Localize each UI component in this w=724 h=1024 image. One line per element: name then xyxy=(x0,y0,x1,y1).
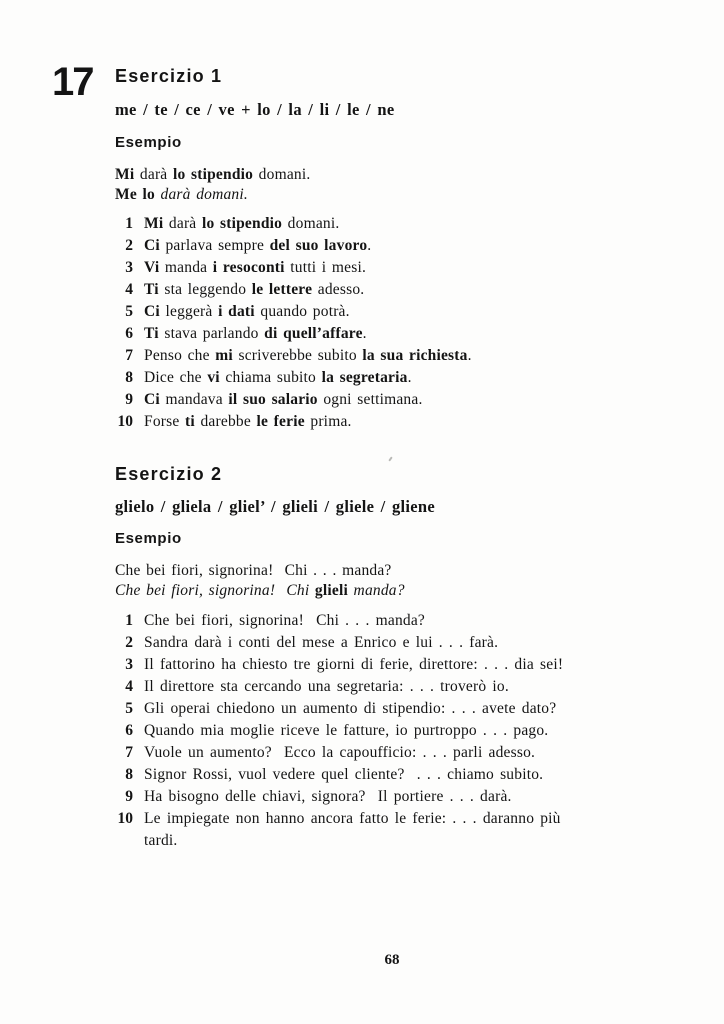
text-segment: Che bei fiori, signorina! Chi . . . manda? xyxy=(115,562,392,579)
example-line xyxy=(115,165,675,185)
text-segment: parlava sempre xyxy=(159,237,270,254)
exercise-item xyxy=(115,367,675,389)
item-text xyxy=(144,786,512,808)
exercise-item xyxy=(115,389,675,411)
text-segment: Che bei fiori, signorina! Chi . . . manda? xyxy=(144,612,426,629)
text-segment: i dati xyxy=(218,303,255,320)
text-segment: sta leggendo xyxy=(158,281,252,298)
text-segment: scriverebbe subito xyxy=(232,347,363,364)
text-segment: ogni settimana. xyxy=(317,391,423,408)
item-number: 3 xyxy=(125,259,133,276)
text-segment: Ci xyxy=(144,237,160,254)
text-segment: Quando mia moglie riceve le fatture, io purtroppo . . . pago. xyxy=(144,722,549,739)
text-segment: . xyxy=(362,325,367,342)
exercise-item xyxy=(115,698,675,720)
text-segment: Signor Rossi, vuol vedere quel cliente? . . . chiamo subito. xyxy=(144,766,544,783)
text-segment: Il fattorino ha chiesto tre giorni di ferie, direttore: . . . dia sei! xyxy=(144,656,564,673)
item-number: 4 xyxy=(125,678,133,695)
item-number: 9 xyxy=(125,391,133,408)
exercise-2-example-block xyxy=(115,561,675,601)
text-segment: darà xyxy=(163,215,202,232)
exercise-item xyxy=(115,764,675,786)
item-text xyxy=(144,742,535,764)
text-segment: leggerà xyxy=(159,303,219,320)
text-segment: chiama subito xyxy=(219,369,322,386)
page-content-column xyxy=(115,0,675,852)
item-number: 7 xyxy=(125,347,133,364)
text-segment: Ti xyxy=(144,281,159,298)
text-segment: Il direttore sta cercando una segretaria: . . . troverò io. xyxy=(144,678,509,695)
item-number: 1 xyxy=(125,612,133,629)
item-text xyxy=(144,235,371,257)
exercise-item xyxy=(115,257,675,279)
item-number: 10 xyxy=(117,810,133,827)
item-text xyxy=(144,720,548,742)
text-segment: la segretaria xyxy=(321,369,408,386)
item-text xyxy=(144,257,366,279)
item-number: 6 xyxy=(125,722,133,739)
item-text xyxy=(144,610,425,632)
item-text xyxy=(144,389,423,411)
item-number: 1 xyxy=(125,215,133,232)
text-segment: prima. xyxy=(304,413,352,430)
item-number: 2 xyxy=(125,237,133,254)
text-segment: il suo salario xyxy=(228,391,318,408)
text-segment: . xyxy=(367,237,372,254)
text-segment: glieli xyxy=(314,582,348,599)
text-segment: Vi xyxy=(144,259,160,276)
exercise-section-1 xyxy=(115,66,675,433)
exercise-2-title: Esercizio 2 xyxy=(115,464,223,484)
text-segment: Penso che xyxy=(144,347,216,364)
text-segment: le lettere xyxy=(251,281,313,298)
text-segment: del suo lavoro xyxy=(269,237,368,254)
item-text xyxy=(144,698,556,720)
exercise-2-pronoun-line: glielo / gliela / gliel’ / glieli / gliele / gliene xyxy=(115,497,436,516)
exercise-2-example-label: Esempio xyxy=(115,530,182,547)
exercise-item xyxy=(115,720,675,742)
item-text xyxy=(144,654,563,676)
text-segment: . xyxy=(467,347,472,364)
item-text xyxy=(144,213,339,235)
text-segment: Ha bisogno delle chiavi, signora? Il portiere . . . darà. xyxy=(144,788,512,805)
item-number: 8 xyxy=(125,766,133,783)
lesson-number: 17 xyxy=(52,60,93,104)
text-segment: darà domani. xyxy=(160,186,248,203)
text-segment: Gli operai chiedono un aumento di stipendio: . . . avete dato? xyxy=(144,700,557,717)
exercise-item xyxy=(115,279,675,301)
item-text xyxy=(144,345,472,367)
text-segment: i resoconti xyxy=(212,259,285,276)
text-segment: tutti i mesi. xyxy=(284,259,367,276)
item-text xyxy=(144,279,364,301)
text-segment: lo stipendio xyxy=(172,166,254,183)
item-text xyxy=(144,301,350,323)
text-segment: quando potrà. xyxy=(254,303,350,320)
text-segment: adesso. xyxy=(312,281,365,298)
item-text xyxy=(144,808,561,852)
exercise-item xyxy=(115,213,675,235)
text-segment: mi xyxy=(215,347,233,364)
exercise-1-pronoun-line: me / te / ce / ve + lo / la / li / le / ne xyxy=(115,100,395,119)
item-number: 8 xyxy=(125,369,133,386)
exercise-1-example-block xyxy=(115,165,675,205)
text-segment: Ti xyxy=(144,325,159,342)
text-segment: Che bei fiori, signorina! Chi xyxy=(115,582,315,599)
page-number: 68 xyxy=(384,952,400,968)
text-segment: Sandra darà i conti del mese a Enrico e lui . . . farà. xyxy=(144,634,499,651)
exercise-item xyxy=(115,632,675,654)
text-segment: le ferie xyxy=(256,413,305,430)
item-text xyxy=(144,323,367,345)
text-segment: Ci xyxy=(144,303,160,320)
item-number: 9 xyxy=(125,788,133,805)
text-segment: Le impiegate non hanno ancora fatto le ferie: . . . daranno più xyxy=(144,810,561,827)
text-segment: Me lo xyxy=(115,186,155,203)
text-segment: tardi. xyxy=(144,832,178,849)
item-number: 10 xyxy=(117,413,133,430)
example-line xyxy=(115,561,675,581)
exercise-item xyxy=(115,654,675,676)
text-segment: Mi xyxy=(144,215,164,232)
exercise-item xyxy=(115,323,675,345)
text-segment: domani. xyxy=(253,166,311,183)
exercise-item xyxy=(115,808,675,852)
exercise-item xyxy=(115,610,675,632)
text-segment: Ci xyxy=(144,391,160,408)
item-number: 4 xyxy=(125,281,133,298)
item-number: 7 xyxy=(125,744,133,761)
example-line xyxy=(115,185,675,205)
example-line xyxy=(115,581,675,601)
text-segment: Vuole un aumento? Ecco la capoufficio: . . . parli adesso. xyxy=(144,744,536,761)
text-segment: Mi xyxy=(115,166,135,183)
exercise-2-items xyxy=(115,610,675,852)
text-segment: domani. xyxy=(282,215,340,232)
text-segment: Forse xyxy=(144,413,186,430)
text-segment: darà xyxy=(134,166,173,183)
exercise-item xyxy=(115,411,675,433)
item-number: 6 xyxy=(125,325,133,342)
item-text xyxy=(144,764,543,786)
text-segment: vi xyxy=(207,369,220,386)
exercise-item xyxy=(115,235,675,257)
item-text xyxy=(144,411,352,433)
item-text xyxy=(144,367,412,389)
item-text xyxy=(144,632,498,654)
exercise-1-items xyxy=(115,213,675,433)
text-segment: Dice che xyxy=(144,369,208,386)
text-segment: la sua richiesta xyxy=(362,347,468,364)
text-segment: lo stipendio xyxy=(201,215,283,232)
text-segment: di quell’affare xyxy=(264,325,363,342)
item-number: 2 xyxy=(125,634,133,651)
text-segment: stava parlando xyxy=(158,325,265,342)
item-number: 5 xyxy=(125,303,133,320)
text-segment: darebbe xyxy=(194,413,257,430)
text-segment: . xyxy=(407,369,412,386)
exercise-item xyxy=(115,301,675,323)
exercise-1-example-label: Esempio xyxy=(115,134,182,151)
item-number: 5 xyxy=(125,700,133,717)
item-number: 3 xyxy=(125,656,133,673)
text-segment: mandava xyxy=(159,391,229,408)
exercise-section-2 xyxy=(115,464,675,852)
text-segment: manda xyxy=(159,259,213,276)
text-segment: ti xyxy=(185,413,195,430)
exercise-item xyxy=(115,742,675,764)
item-text xyxy=(144,676,509,698)
text-segment: manda? xyxy=(347,582,405,599)
exercise-item xyxy=(115,786,675,808)
exercise-item xyxy=(115,676,675,698)
exercise-item xyxy=(115,345,675,367)
exercise-1-title: Esercizio 1 xyxy=(115,66,223,86)
